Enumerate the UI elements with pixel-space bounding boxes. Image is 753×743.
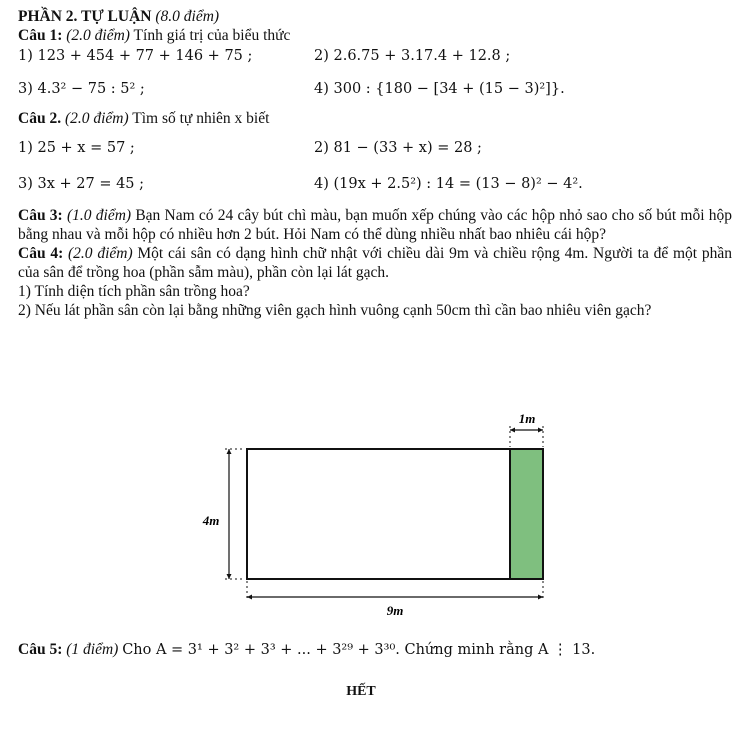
q3-paragraph (18, 206, 732, 244)
q2-row-1 (18, 128, 740, 164)
q5-points: (1 điểm) (66, 641, 119, 658)
q4-sub1: 1) Tính diện tích phần sân trồng hoa? (18, 283, 250, 300)
q1-row-2 (18, 69, 740, 107)
q3-points: (1.0 điểm) (66, 207, 132, 224)
flower-bed-strip (510, 449, 543, 579)
q2-item-2: 2) 81 − (33 + x) = 28 ; (314, 140, 482, 156)
q1-points: (2.0 điểm) (66, 27, 130, 44)
q1-row-1 (18, 45, 740, 69)
label-1m: 1m (518, 411, 536, 426)
q2-item-4: 4) (19x + 2.5²) : 14 = (13 − 8)² − 4². (314, 176, 583, 192)
left-dimension-arrows (227, 449, 232, 579)
bottom-dimension-arrows (247, 595, 543, 600)
top-dimension-arrows (510, 428, 543, 433)
q5-line (18, 640, 595, 660)
part-points: (8.0 điểm) (155, 8, 220, 25)
q4-sub2: 2) Nếu lát phần sân còn lại bằng những viên gạch hình vuông cạnh 50cm thì cần bao nhiêu viên gạch? (18, 302, 652, 319)
q4-paragraph (18, 244, 732, 282)
label-4m: 4m (202, 513, 220, 528)
q2-label: Câu 2. (18, 110, 62, 127)
q2-text: Tìm số tự nhiên x biết (132, 110, 270, 127)
q2-row-2 (18, 164, 740, 202)
q3-text: Bạn Nam có 24 cây bút chì màu, bạn muốn xếp chúng vào các hộp nhỏ sao cho số bút mỗi hộp bằng nhau và mỗi hộp có nhiều hơn 2 bút. Hỏi Nam có thể dùng nhiều nhất bao nhiêu cái hộp? (18, 207, 733, 243)
exam-page (18, 7, 740, 320)
q4-points: (2.0 điểm) (68, 245, 133, 262)
q1-item-2: 2) 2.6.75 + 3.17.4 + 12.8 ; (314, 48, 511, 64)
part-title: PHẦN 2. TỰ LUẬN (18, 8, 152, 25)
q1-text: Tính giá trị của biểu thức (133, 27, 291, 44)
q3-label: Câu 3: (18, 207, 63, 224)
q1-item-3: 3) 4.3² − 75 : 5² ; (18, 81, 145, 97)
part-heading (18, 7, 740, 26)
q4-label: Câu 4: (18, 245, 64, 262)
yard-rectangle (247, 449, 543, 579)
label-9m: 9m (386, 603, 404, 618)
q1-item-1: 1) 123 + 454 + 77 + 146 + 75 ; (18, 48, 253, 64)
q1-heading (18, 26, 740, 45)
q2-item-1: 1) 25 + x = 57 ; (18, 140, 135, 156)
q4-text: Một cái sân có dạng hình chữ nhật với chiều dài 9m và chiều rộng 4m. Người ta để một phần của sân để trồng hoa (phần sẫm màu), phần còn lại lát gạch. (18, 245, 733, 281)
q5-text: Cho A = 3¹ + 3² + 3³ + ... + 3²⁹ + 3³⁰. Chứng minh rằng A ⋮ 13. (122, 642, 596, 658)
q5-label: Câu 5: (18, 641, 63, 658)
q2-item-3: 3) 3x + 27 = 45 ; (18, 176, 145, 192)
q2-heading (18, 109, 740, 128)
q2-points: (2.0 điểm) (64, 110, 129, 127)
end-marker: HẾT (346, 684, 376, 699)
q1-item-4: 4) 300 : {180 − [34 + (15 − 3)²]}. (314, 81, 565, 97)
q1-label: Câu 1: (18, 27, 63, 44)
